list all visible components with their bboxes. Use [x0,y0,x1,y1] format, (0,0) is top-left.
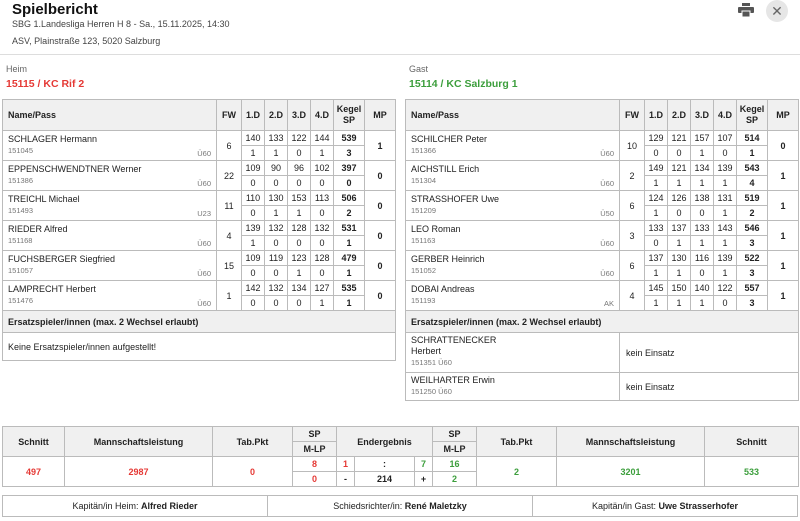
home-subs-header: Ersatzspieler/innen (max. 2 Wechsel erlaubt) [3,311,396,333]
player-sp: 0 [311,206,334,221]
player-mp: 0 [365,191,396,221]
player-name: FUCHSBERGER Siegfried [8,254,116,264]
player-sp: 0 [311,176,334,191]
player-kegel: 557 [737,281,768,296]
player-score: 157 [691,131,714,146]
player-pass: 151366 [411,146,437,155]
player-sp: 1 [242,236,265,251]
player-sp: 1 [645,176,668,191]
home-schnitt: 497 [3,457,65,487]
sum-hd-endergebnis: Endergebnis [337,427,433,457]
player-kegel: 539 [334,131,365,146]
sum-hd-mlp: M-LP [293,442,337,457]
home-sp: 8 [293,457,337,472]
player-sp: 1 [265,206,288,221]
player-sp: 1 [645,206,668,221]
player-sp: 0 [311,236,334,251]
player-mp: 1 [768,251,799,281]
col-fw: FW [217,100,242,131]
player-age-class: Ü60 [600,179,614,188]
player-score: 142 [242,281,265,296]
sub-player: SCHRATTENECKER Herbert 151351 Ü60 [406,333,620,373]
player-sp: 0 [311,266,334,281]
player-score: 139 [714,161,737,176]
guest-mannschaft: 3201 [557,457,705,487]
player-cell [406,281,620,311]
printer-icon[interactable] [738,3,754,17]
player-score: 132 [311,221,334,236]
player-score: 150 [668,281,691,296]
col-mp: MP [365,100,396,131]
player-name: LEO Roman [411,224,461,234]
player-mp: 0 [768,131,799,161]
player-score: 133 [265,131,288,146]
player-score: 90 [265,161,288,176]
player-row [406,191,799,206]
player-row [406,221,799,236]
player-name: SCHILCHER Peter [411,134,488,144]
sub-row [406,333,799,373]
player-sp: 0 [668,206,691,221]
col-d2: 2.D [265,100,288,131]
player-age-class: Ü60 [600,149,614,158]
player-score: 127 [311,281,334,296]
guest-team-name: 15114 / KC Salzburg 1 [409,78,518,90]
player-score: 130 [668,251,691,266]
player-score: 113 [311,191,334,206]
col-mp: MP [768,100,799,131]
player-score: 96 [288,161,311,176]
player-cell [3,161,217,191]
player-pass: 151057 [8,266,34,275]
player-name: SCHLAGER Hermann [8,134,98,144]
player-sp: 1 [311,296,334,311]
player-age-class: Ü60 [197,149,211,158]
player-sp: 1 [691,176,714,191]
player-sp: 1 [668,236,691,251]
page-title: Spielbericht [12,1,98,18]
player-pass: 151209 [411,206,437,215]
player-row [3,191,396,206]
player-name: AICHSTILL Erich [411,164,480,174]
player-score: 139 [242,221,265,236]
player-score: 143 [714,221,737,236]
player-row [3,251,396,266]
player-sp-total: 1 [334,236,365,251]
player-fw: 2 [620,161,645,191]
player-fw: 4 [620,281,645,311]
player-pass: 151193 [411,296,436,305]
player-row [3,221,396,236]
player-row [406,251,799,266]
player-cell [3,251,217,281]
player-kegel: 522 [737,251,768,266]
player-name: RIEDER Alfred [8,224,68,234]
player-sp-total: 3 [737,266,768,281]
sub-player: WEILHARTER Erwin 151250 Ü60 [406,373,620,401]
player-mp: 1 [365,131,396,161]
guest-schnitt: 533 [705,457,799,487]
player-sp: 0 [691,266,714,281]
player-sp: 0 [288,176,311,191]
player-pass: 151045 [8,146,34,155]
col-kegel-sp: Kegel SP [737,100,768,131]
player-mp: 1 [768,221,799,251]
report-footer [2,495,798,517]
player-sp: 1 [645,266,668,281]
sum-hd-mannschaft: Mannschaftsleistung [65,427,213,457]
player-row [406,281,799,296]
sum-hd-schnitt: Schnitt [3,427,65,457]
player-cell [3,281,217,311]
home-mp: 1 [337,457,355,472]
player-kegel: 479 [334,251,365,266]
player-sp-total: 3 [737,236,768,251]
player-cell [406,131,620,161]
sub-note: kein Einsatz [620,373,799,401]
player-mp: 1 [768,191,799,221]
player-kegel: 531 [334,221,365,236]
captain-guest: Kapitän/in Gast: Uwe Strasserhofer [591,501,739,511]
player-mp: 1 [768,281,799,311]
player-fw: 15 [217,251,242,281]
player-sp: 0 [265,236,288,251]
summary-table [2,426,799,487]
player-sp: 0 [242,296,265,311]
player-score: 109 [242,251,265,266]
player-score: 138 [691,191,714,206]
player-sp-total: 3 [334,146,365,161]
player-pass: 151163 [411,236,436,245]
player-sp: 0 [265,266,288,281]
player-sp-total: 1 [737,146,768,161]
guest-mlp: 2 [433,472,477,487]
player-age-class: Ü50 [600,209,614,218]
player-sp-total: 4 [737,176,768,191]
player-pass: 151386 [8,176,34,185]
player-score: 126 [668,191,691,206]
player-pass: 151476 [8,296,34,305]
player-sp: 0 [714,146,737,161]
result-diff: 214 [355,472,415,487]
player-score: 110 [242,191,265,206]
sum-hd-tabpkt: Tab.Pkt [477,427,557,457]
player-age-class: Ü60 [197,179,211,188]
home-mlp: 0 [293,472,337,487]
player-sp: 1 [714,176,737,191]
result-plus: + [415,472,433,487]
player-name: STRASSHOFER Uwe [411,194,500,204]
guest-players-table [405,99,799,401]
player-score: 134 [288,281,311,296]
col-name: Name/Pass [3,100,217,131]
player-score: 109 [242,161,265,176]
player-sp: 1 [288,206,311,221]
player-fw: 6 [620,191,645,221]
col-d4: 4.D [714,100,737,131]
player-score: 133 [691,221,714,236]
player-fw: 11 [217,191,242,221]
col-fw: FW [620,100,645,131]
player-cell [406,191,620,221]
player-age-class: Ü60 [197,299,211,308]
player-pass: 151493 [8,206,34,215]
col-d2: 2.D [668,100,691,131]
player-sp: 1 [691,236,714,251]
player-score: 124 [645,191,668,206]
player-score: 132 [265,281,288,296]
player-score: 137 [645,251,668,266]
player-sp: 1 [311,146,334,161]
player-score: 140 [242,131,265,146]
player-score: 130 [265,191,288,206]
player-kegel: 535 [334,281,365,296]
guest-tabpkt: 2 [477,457,557,487]
player-score: 134 [691,161,714,176]
player-fw: 22 [217,161,242,191]
captain-home: Kapitän/in Heim: Alfred Rieder [3,496,268,516]
player-sp-total: 1 [334,266,365,281]
player-row [406,161,799,176]
player-sp-total: 3 [737,296,768,311]
player-mp: 1 [768,161,799,191]
player-sp: 1 [668,266,691,281]
player-score: 140 [691,281,714,296]
close-icon[interactable]: ✕ [766,0,788,22]
player-sp: 1 [714,236,737,251]
player-score: 123 [288,251,311,266]
player-sp: 0 [645,236,668,251]
player-score: 122 [714,281,737,296]
player-sp: 0 [645,146,668,161]
home-mannschaft: 2987 [65,457,213,487]
player-score: 131 [714,191,737,206]
player-score: 128 [311,251,334,266]
player-score: 144 [311,131,334,146]
sum-hd-schnitt: Schnitt [705,427,799,457]
player-sp: 1 [691,146,714,161]
player-age-class: Ü60 [600,269,614,278]
player-cell [3,131,217,161]
player-sp-total: 2 [334,206,365,221]
player-mp: 0 [365,221,396,251]
league-info: SBG 1.Landesliga Herren H 8 - Sa., 15.11.2025, 14:30 [12,19,230,29]
player-kegel: 397 [334,161,365,176]
player-sp: 1 [288,266,311,281]
player-score: 153 [288,191,311,206]
player-row [3,281,396,296]
player-name: LAMPRECHT Herbert [8,284,96,294]
home-players-table [2,99,396,361]
player-mp: 0 [365,281,396,311]
player-sp-total: 1 [334,296,365,311]
col-kegel-sp: Kegel SP [334,100,365,131]
player-sp: 0 [691,206,714,221]
player-kegel: 546 [737,221,768,236]
player-score: 121 [668,161,691,176]
player-cell [3,221,217,251]
player-cell [406,161,620,191]
home-label: Heim [6,64,28,74]
player-name: TREICHL Michael [8,194,80,204]
sub-row [406,373,799,401]
player-pass: 151304 [411,176,437,185]
player-mp: 0 [365,251,396,281]
result-minus: - [337,472,355,487]
player-sp: 0 [265,296,288,311]
player-sp: 0 [242,266,265,281]
player-pass: 151168 [8,236,33,245]
venue-info: ASV, Plainstraße 123, 5020 Salzburg [12,36,161,46]
player-sp-total: 0 [334,176,365,191]
sum-hd-tabpkt: Tab.Pkt [213,427,293,457]
player-name: GERBER Heinrich [411,254,485,264]
player-sp: 0 [288,236,311,251]
referee: Schiedsrichter/in: René Maletzky [268,496,533,516]
player-sp: 1 [265,146,288,161]
player-sp: 0 [288,296,311,311]
player-sp: 0 [265,176,288,191]
sum-hd-mlp: M-LP [433,442,477,457]
home-subs-none: Keine Ersatzspieler/innen aufgestellt! [3,333,396,361]
player-score: 129 [645,131,668,146]
guest-mp: 7 [415,457,433,472]
player-score: 116 [691,251,714,266]
sum-hd-sp: SP [293,427,337,442]
player-kegel: 506 [334,191,365,206]
player-age-class: Ü60 [600,239,614,248]
player-sp: 1 [668,176,691,191]
sum-hd-sp: SP [433,427,477,442]
guest-sp: 16 [433,457,477,472]
col-d3: 3.D [288,100,311,131]
player-fw: 1 [217,281,242,311]
player-score: 137 [668,221,691,236]
player-sp: 1 [714,266,737,281]
home-tabpkt: 0 [213,457,293,487]
player-score: 133 [645,221,668,236]
player-score: 122 [288,131,311,146]
player-pass: 151052 [411,266,437,275]
player-sp: 1 [668,296,691,311]
sum-hd-mannschaft: Mannschaftsleistung [557,427,705,457]
sub-note: kein Einsatz [620,333,799,373]
player-age-class: Ü60 [197,239,211,248]
col-name: Name/Pass [406,100,620,131]
player-fw: 3 [620,221,645,251]
player-age-class: Ü60 [197,269,211,278]
player-sp: 1 [645,296,668,311]
player-sp: 1 [242,146,265,161]
player-sp: 0 [288,146,311,161]
player-score: 119 [265,251,288,266]
player-score: 132 [265,221,288,236]
guest-subs-header: Ersatzspieler/innen (max. 2 Wechsel erlaubt) [406,311,799,333]
player-name: DOBAI Andreas [411,284,475,294]
report-header [12,0,788,52]
player-sp: 0 [714,296,737,311]
player-score: 145 [645,281,668,296]
home-team-name: 15115 / KC Rif 2 [6,78,85,90]
player-row [406,131,799,146]
player-kegel: 519 [737,191,768,206]
player-kegel: 514 [737,131,768,146]
guest-label: Gast [409,64,429,74]
player-score: 128 [288,221,311,236]
col-d1: 1.D [242,100,265,131]
player-age-class: U23 [197,209,211,218]
result-colon: : [355,457,415,472]
player-sp: 0 [668,146,691,161]
player-row [3,131,396,146]
player-score: 107 [714,131,737,146]
header-divider [0,54,800,55]
player-mp: 0 [365,161,396,191]
player-sp: 0 [242,206,265,221]
player-sp: 0 [242,176,265,191]
player-row [3,161,396,176]
player-cell [406,221,620,251]
player-cell [406,251,620,281]
player-kegel: 543 [737,161,768,176]
player-score: 139 [714,251,737,266]
col-d3: 3.D [691,100,714,131]
player-age-class: AK [603,299,614,308]
player-name: EPPENSCHWENDTNER Werner [8,164,142,174]
col-d1: 1.D [645,100,668,131]
player-sp: 1 [691,296,714,311]
player-cell [3,191,217,221]
player-fw: 4 [217,221,242,251]
player-fw: 10 [620,131,645,161]
col-d4: 4.D [311,100,334,131]
player-sp: 1 [714,206,737,221]
player-score: 102 [311,161,334,176]
player-sp-total: 2 [737,206,768,221]
player-fw: 6 [620,251,645,281]
player-score: 121 [668,131,691,146]
player-score: 149 [645,161,668,176]
player-fw: 6 [217,131,242,161]
